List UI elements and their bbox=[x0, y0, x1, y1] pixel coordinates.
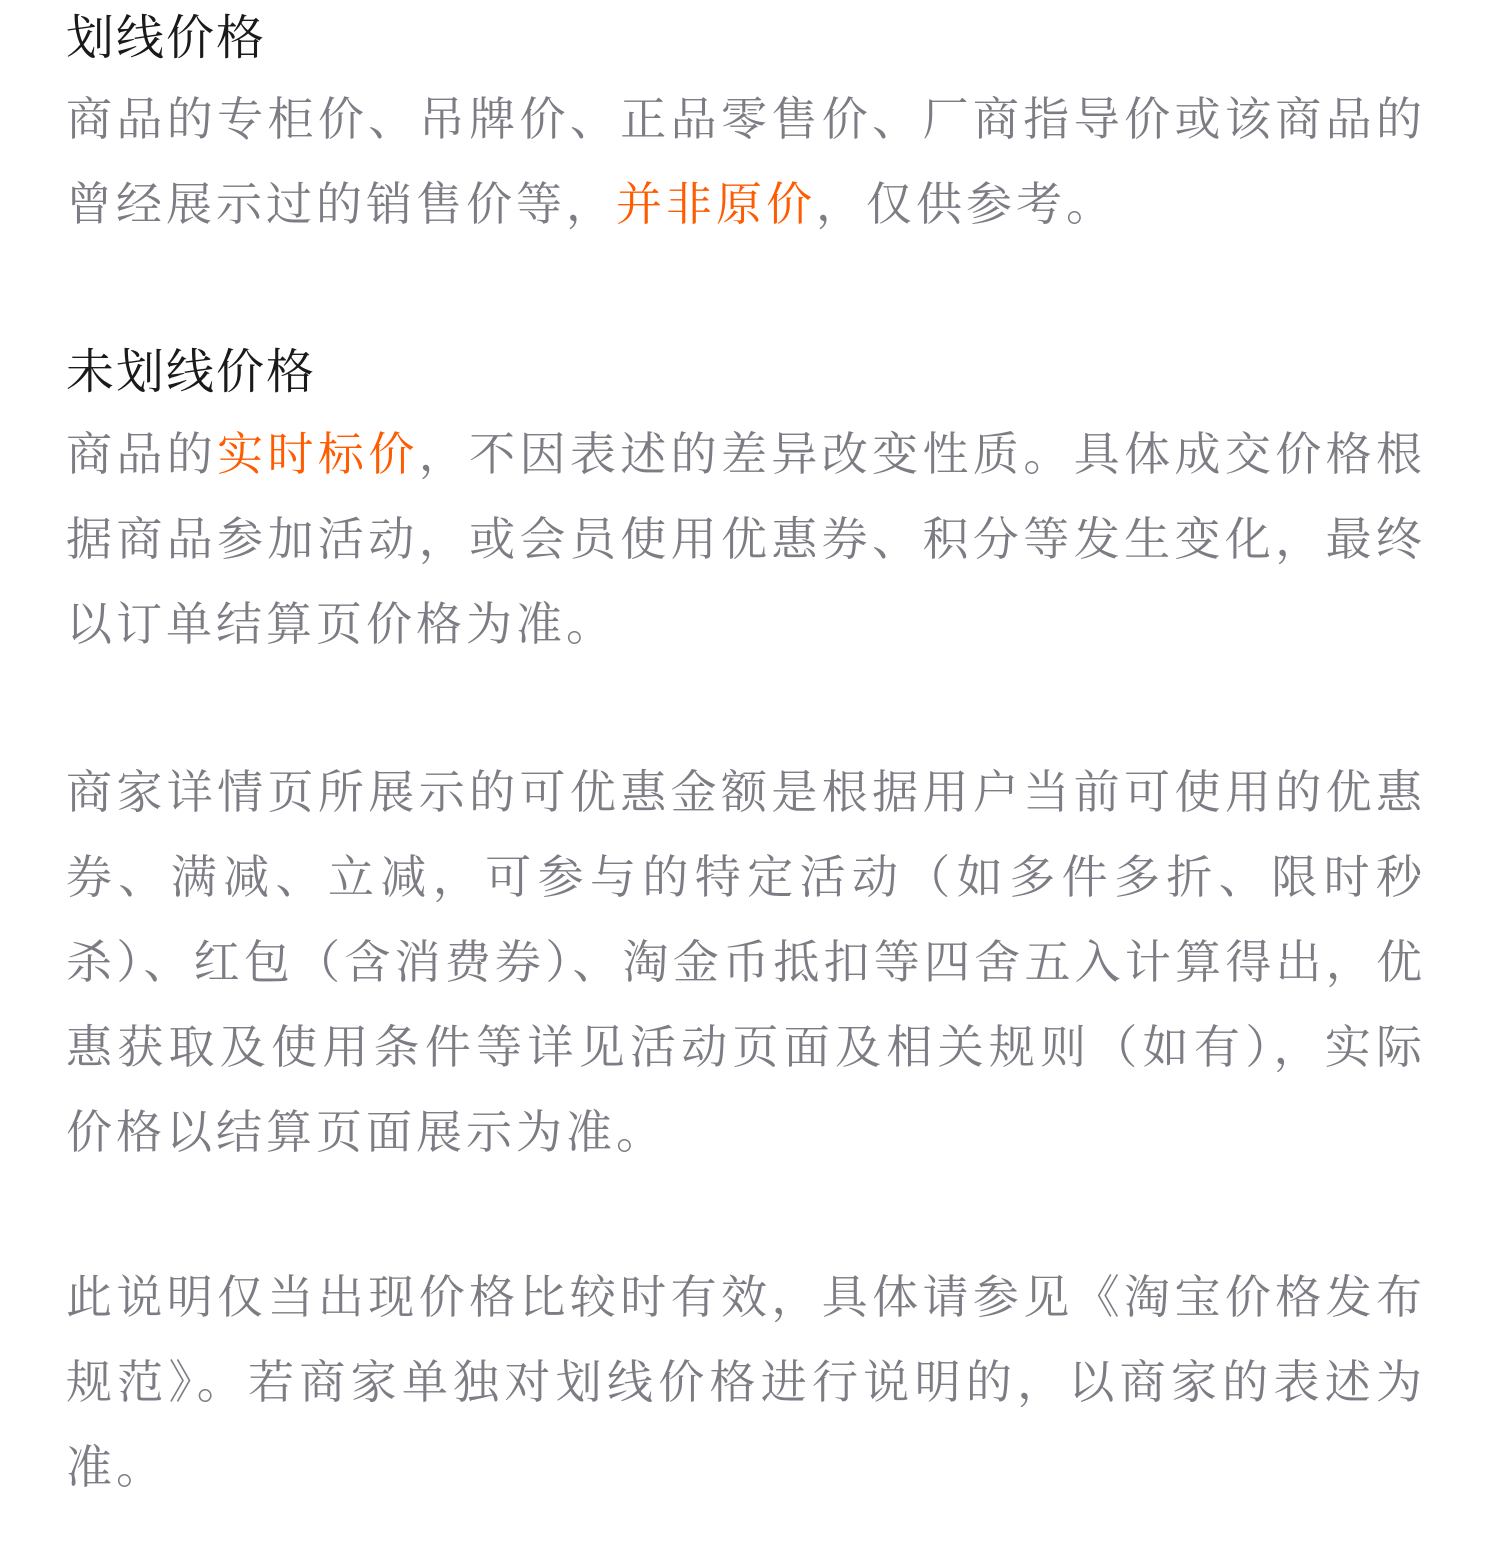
non-strikethrough-price-title: 未划线价格 bbox=[66, 344, 317, 400]
realtime-price-highlight: 实时标价 bbox=[217, 427, 419, 481]
non-strikethrough-text-part-1: 商品的 bbox=[66, 427, 218, 481]
non-strikethrough-price-description bbox=[66, 412, 1426, 667]
strikethrough-text-part-2: ，仅供参考。 bbox=[816, 177, 1116, 231]
non-strikethrough-text-part-2: ，不因表述的差异改变性质。具体成交价格根据商品参加活动，或会员使用优惠券、积分等发生变化，最终以订单结算页价格为准。 bbox=[66, 427, 1427, 651]
discount-amount-note: 商家详情页所展示的可优惠金额是根据用户当前可使用的优惠券、满减、立减，可参与的特定活动（如多件多折、限时秒杀）、红包（含消费券）、淘金币抵扣等四舍五入计算得出，优惠获取及使用条件等详见活动页面及相关规则（如有），实际价格以结算页面展示为准。 bbox=[66, 765, 1426, 1159]
price-comparison-validity-note: 此说明仅当出现价格比较时有效，具体请参见《淘宝价格发布规范》。若商家单独对划线价格进行说明的，以商家的表述为准。 bbox=[66, 1270, 1426, 1494]
strikethrough-text-part-1: 商品的专柜价、吊牌价、正品零售价、厂商指导价或该商品的曾经展示过的销售价等， bbox=[66, 92, 1426, 231]
strikethrough-price-description bbox=[66, 77, 1426, 247]
not-original-price-highlight: 并非原价 bbox=[616, 177, 816, 231]
strikethrough-price-title: 划线价格 bbox=[66, 10, 267, 66]
